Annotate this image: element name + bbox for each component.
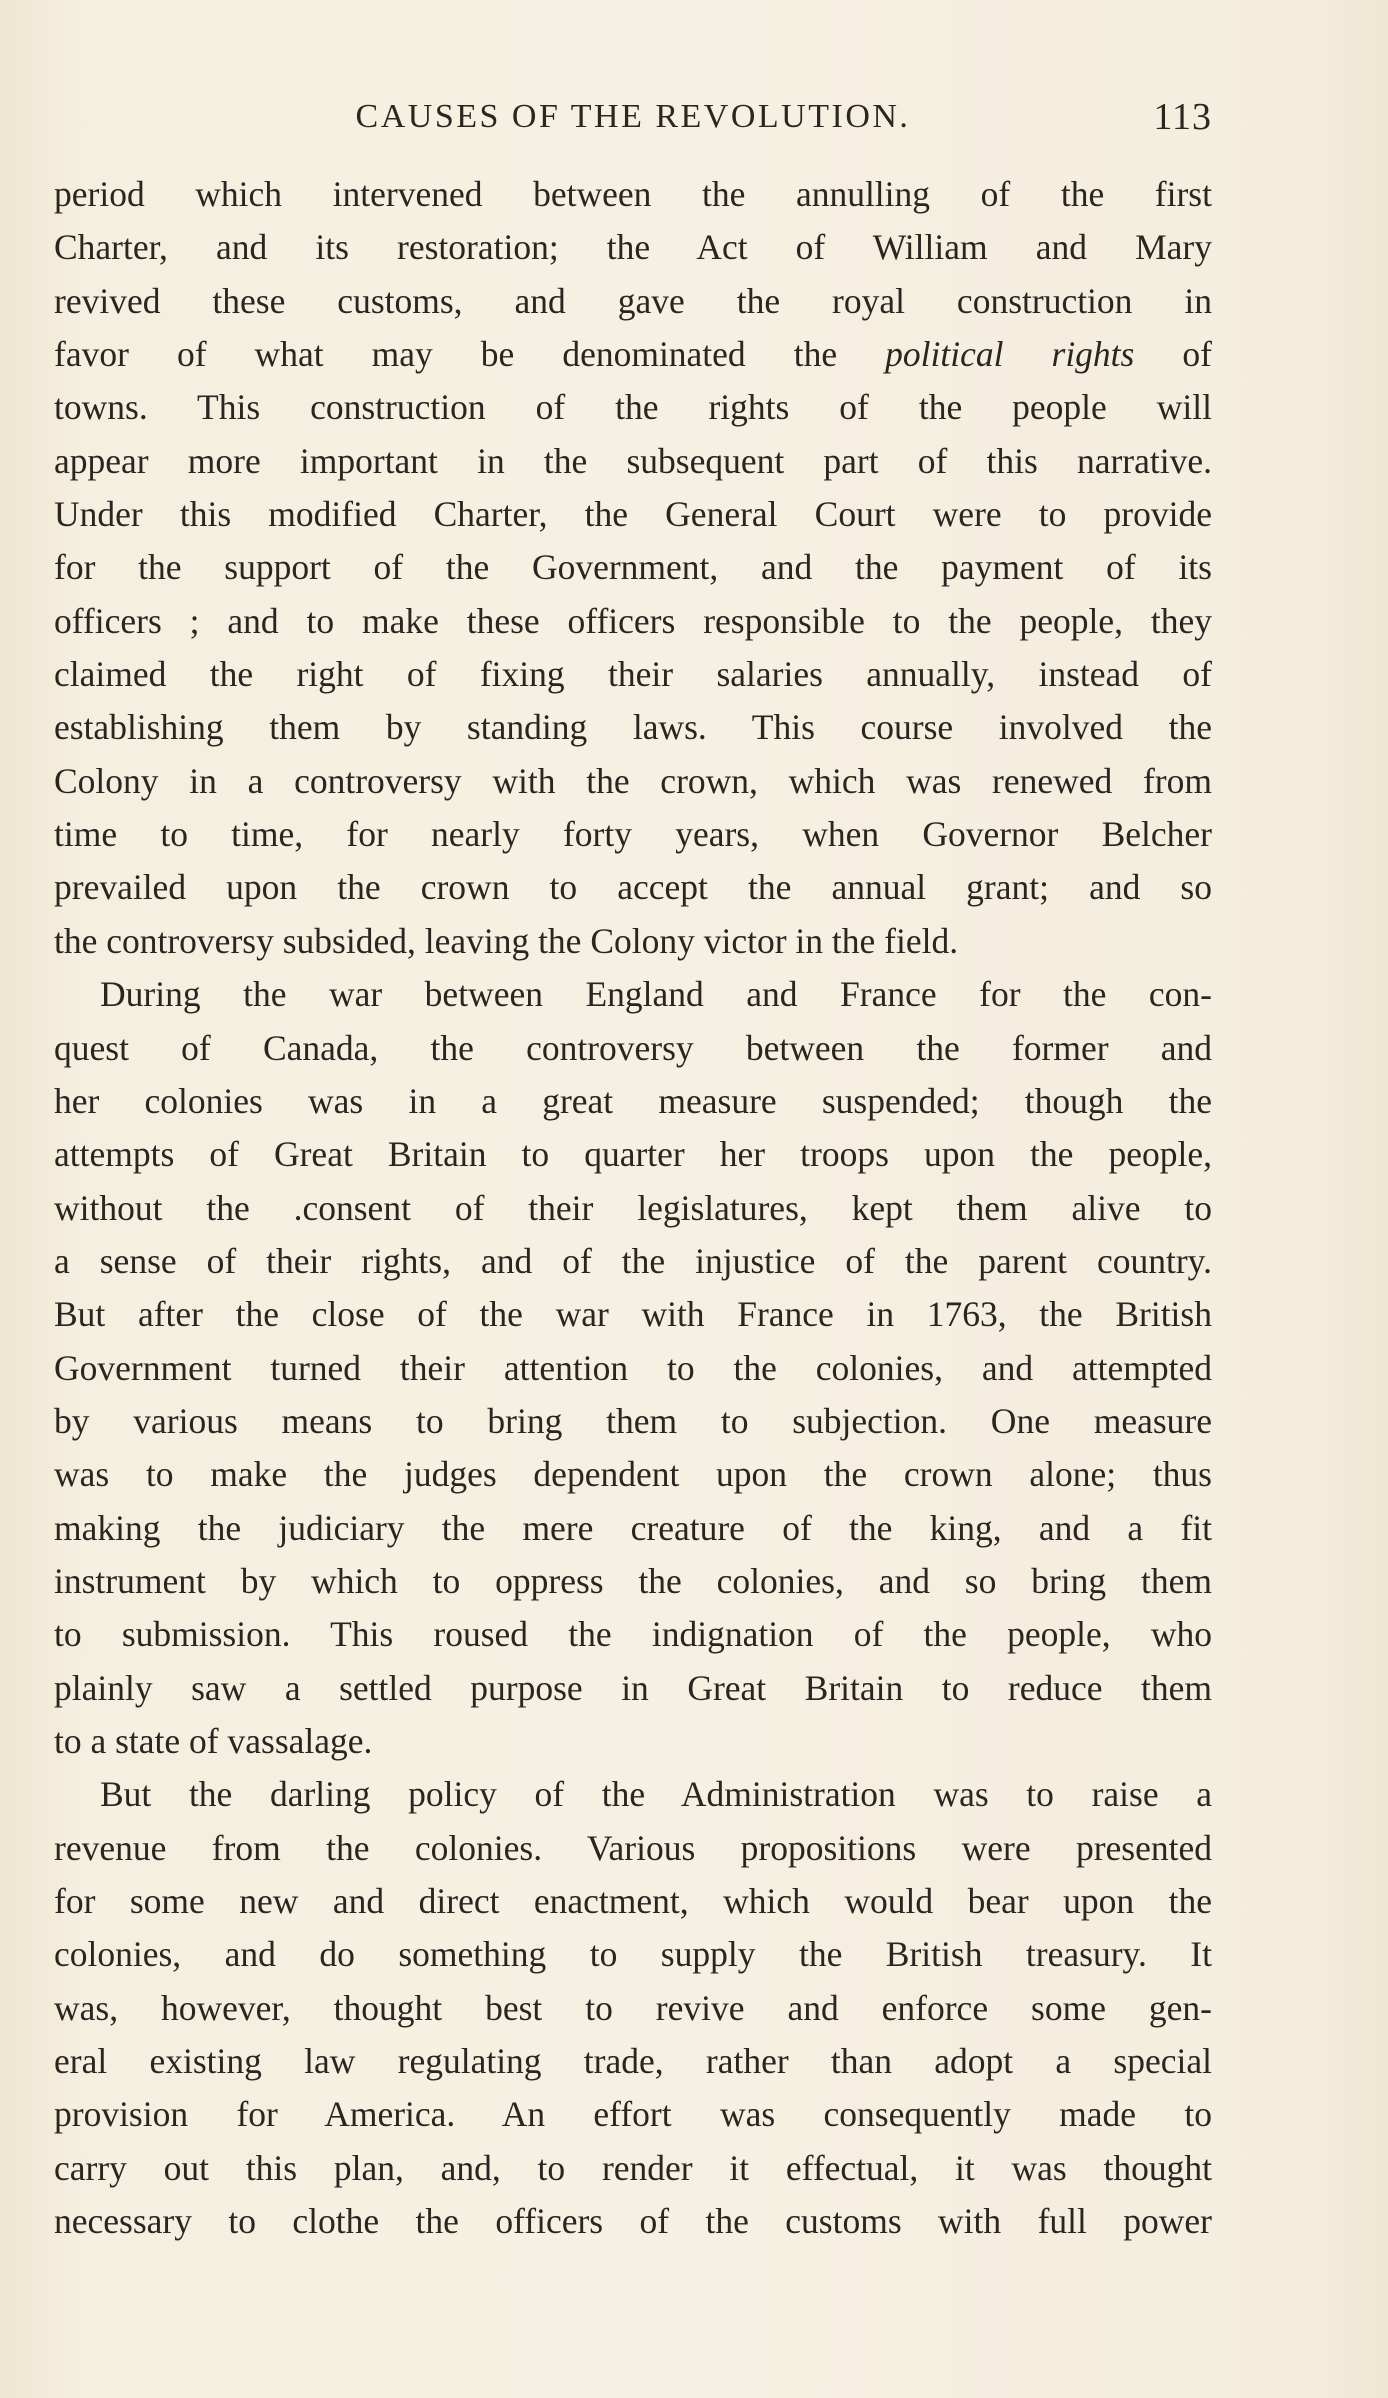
- text-line: towns. This construction of the rights of the people will: [54, 387, 1212, 428]
- text-line: her colonies was in a great measure suspended; though the: [54, 1080, 1212, 1121]
- text-line: quest of Canada, the controversy between the former and: [54, 1027, 1212, 1068]
- text-line: Government turned their attention to the colonies, and attempted: [54, 1347, 1212, 1388]
- text-line: period which intervened between the annulling of the first: [54, 174, 1212, 214]
- text-line: claimed the right of fixing their salaries annually, instead of: [54, 654, 1212, 695]
- text-line: officers ; and to make these officers responsible to the people, they: [54, 600, 1212, 641]
- text-line: Under this modified Charter, the General Court were to provide: [54, 494, 1212, 535]
- text-line: plainly saw a settled purpose in Great Britain to reduce them: [54, 1667, 1212, 1708]
- text-line: attempts of Great Britain to quarter her troops upon the people,: [54, 1134, 1212, 1175]
- page-header: [54, 92, 1212, 142]
- text-line: eral existing law regulating trade, rather than adopt a special: [54, 2041, 1212, 2082]
- text-line: for the support of the Government, and the payment of its: [54, 547, 1212, 588]
- text-line: for some new and direct enactment, which would bear upon the: [54, 1881, 1212, 1921]
- text-line: without the .consent of their legislatures, kept them alive to: [54, 1187, 1212, 1228]
- text-line: appear more important in the subsequent part of this narrative.: [54, 440, 1212, 481]
- running-head: CAUSES OF THE REVOLUTION.: [355, 98, 911, 135]
- text-line: During the war between England and France for the con-: [100, 974, 1212, 1015]
- text-line: a sense of their rights, and of the injustice of the parent country.: [54, 1240, 1212, 1281]
- text-line: the controversy subsided, leaving the Colony victor in the field.: [54, 920, 959, 961]
- text-line: revived these customs, and gave the royal construction in: [54, 280, 1212, 321]
- text-line: establishing them by standing laws. This course involved the: [54, 707, 1212, 748]
- text-line: Charter, and its restoration; the Act of William and Mary: [54, 227, 1212, 268]
- italic-phrase: political rights: [885, 334, 1135, 375]
- text-line: revenue from the colonies. Various propositions were presented: [54, 1827, 1212, 1868]
- text-line: was, however, thought best to revive and enforce some gen-: [54, 1987, 1212, 2028]
- text-line: [54, 328, 1212, 381]
- text-line: provision for America. An effort was consequently made to: [54, 2094, 1212, 2135]
- body-text: [54, 168, 1212, 2248]
- text-segment: favor of what may be denominated the: [54, 334, 838, 375]
- text-segment: of: [1182, 334, 1212, 375]
- text-line: making the judiciary the mere creature of the king, and a fit: [54, 1507, 1212, 1548]
- text-line: But the darling policy of the Administration was to raise a: [100, 1774, 1212, 1815]
- text-line: carry out this plan, and, to render it effectual, it was thought: [54, 2147, 1212, 2188]
- text-line: to submission. This roused the indignation of the people, who: [54, 1614, 1212, 1655]
- text-line: to a state of vassalage.: [54, 1720, 373, 1761]
- text-line: time to time, for nearly forty years, when Governor Belcher: [54, 814, 1212, 855]
- text-line: necessary to clothe the officers of the customs with full power: [54, 2201, 1212, 2242]
- page-number: 113: [1153, 96, 1212, 138]
- text-line: But after the close of the war with France in 1763, the British: [54, 1294, 1212, 1335]
- text-line: was to make the judges dependent upon the crown alone; thus: [54, 1454, 1212, 1495]
- text-line: by various means to bring them to subjection. One measure: [54, 1400, 1212, 1441]
- text-line: instrument by which to oppress the colonies, and so bring them: [54, 1560, 1212, 1601]
- text-line: colonies, and do something to supply the British treasury. It: [54, 1934, 1212, 1975]
- text-line: prevailed upon the crown to accept the annual grant; and so: [54, 867, 1212, 908]
- text-line: Colony in a controversy with the crown, which was renewed from: [54, 760, 1212, 801]
